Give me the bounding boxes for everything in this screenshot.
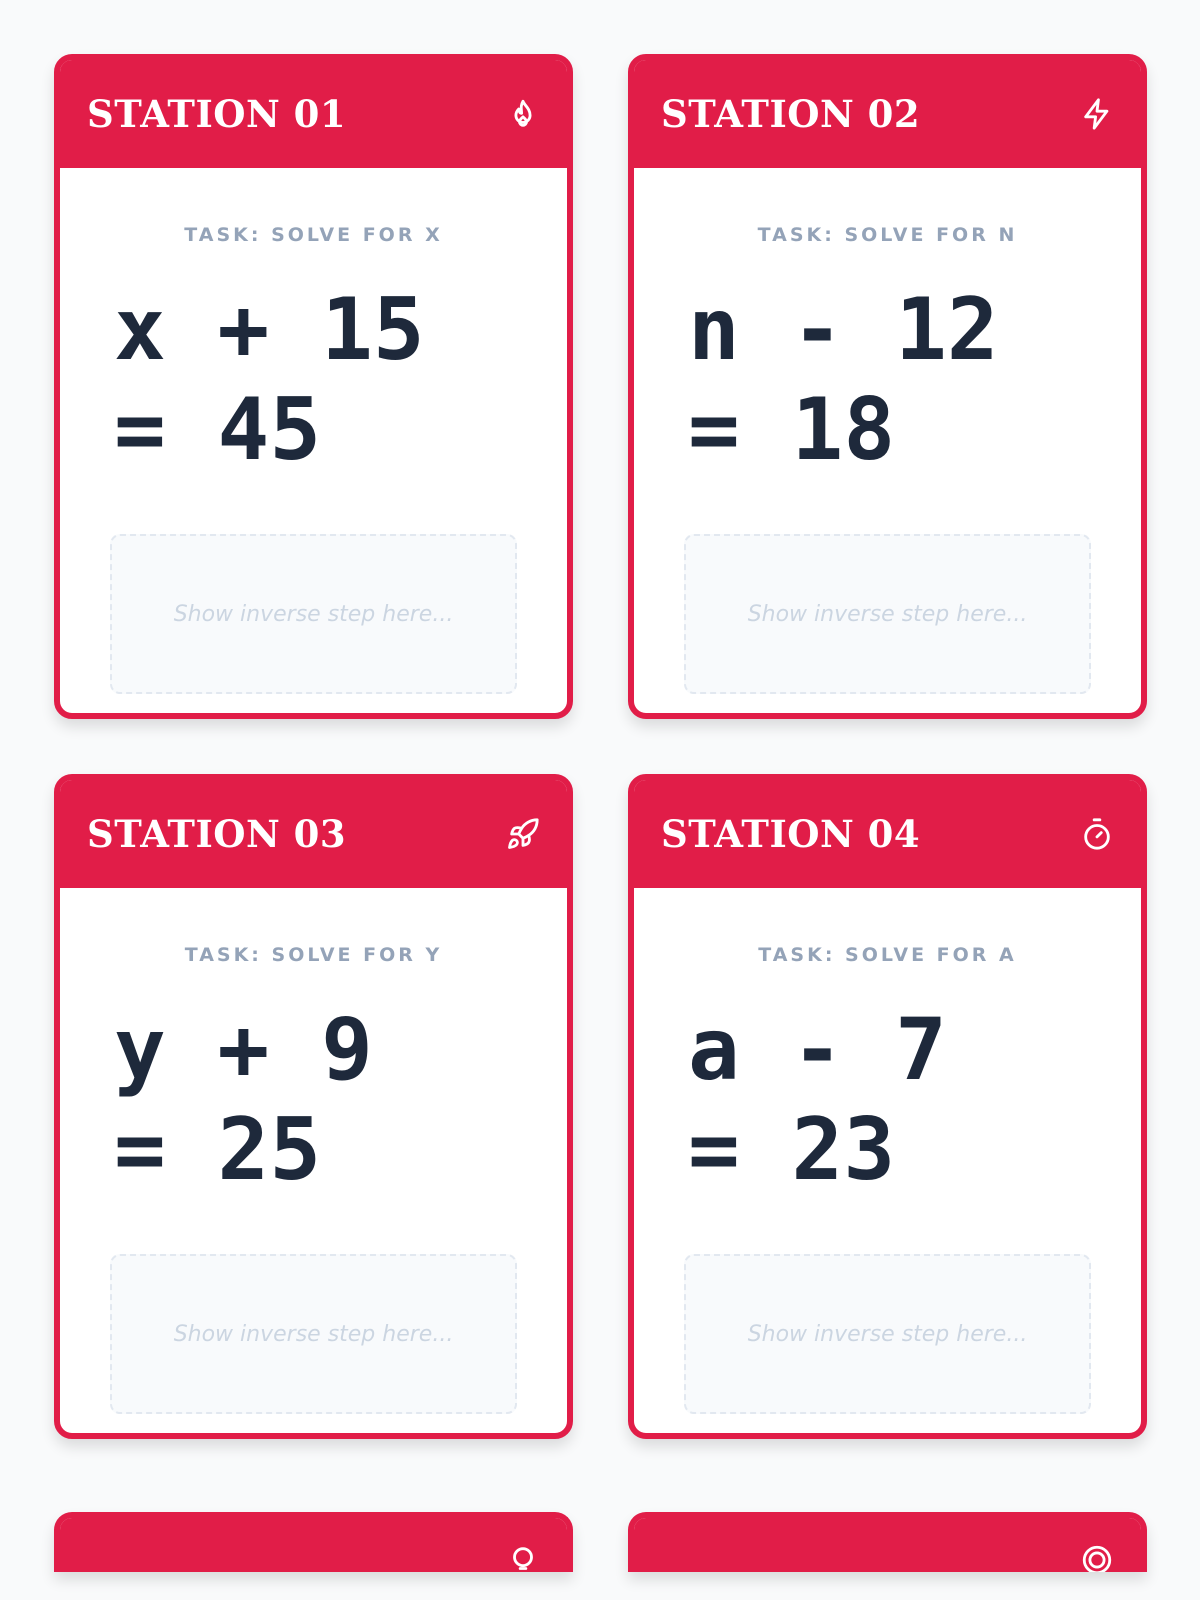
station-title: STATION 03 (87, 812, 347, 856)
equation-line-1: y + 9 (114, 1000, 373, 1100)
station-card-05 (54, 1512, 573, 1572)
station-header (60, 780, 567, 888)
equation-line-1: a - 7 (688, 1000, 947, 1100)
rocket-icon (505, 816, 541, 852)
station-card-03 (54, 774, 573, 1439)
lightbulb-icon (505, 1542, 541, 1572)
answer-input[interactable]: Show inverse step here... (684, 534, 1091, 694)
station-title: STATION 02 (661, 92, 921, 136)
station-card-02 (628, 54, 1147, 719)
equation (114, 280, 517, 480)
equation-line-2: = 23 (688, 1100, 896, 1200)
station-body (634, 168, 1141, 694)
station-header (60, 1518, 567, 1572)
equation-line-1: x + 15 (114, 280, 425, 380)
station-header (634, 1518, 1141, 1572)
task-label: TASK: SOLVE FOR X (184, 224, 443, 246)
station-body (60, 888, 567, 1414)
equation-line-1: n - 12 (688, 280, 999, 380)
equation (688, 280, 1091, 480)
station-body (634, 888, 1141, 1414)
equation-line-2: = 45 (114, 380, 322, 480)
stopwatch-icon (1079, 816, 1115, 852)
flame-icon (505, 96, 541, 132)
station-card-04 (628, 774, 1147, 1439)
answer-input[interactable]: Show inverse step here... (110, 534, 517, 694)
station-header (60, 60, 567, 168)
task-label: TASK: SOLVE FOR Y (184, 944, 443, 966)
target-icon (1079, 1542, 1115, 1572)
station-grid (54, 54, 1147, 1572)
equation (114, 1000, 517, 1200)
answer-input[interactable]: Show inverse step here... (684, 1254, 1091, 1414)
equation-line-2: = 18 (688, 380, 896, 480)
station-card-01 (54, 54, 573, 719)
lightning-icon (1079, 96, 1115, 132)
station-header (634, 60, 1141, 168)
station-body (60, 168, 567, 694)
task-label: TASK: SOLVE FOR N (757, 224, 1018, 246)
station-title: STATION 04 (661, 812, 921, 856)
station-card-06 (628, 1512, 1147, 1572)
equation-line-2: = 25 (114, 1100, 322, 1200)
answer-input[interactable]: Show inverse step here... (110, 1254, 517, 1414)
station-header (634, 780, 1141, 888)
task-label: TASK: SOLVE FOR A (758, 944, 1017, 966)
station-title: STATION 01 (87, 92, 347, 136)
equation (688, 1000, 1091, 1200)
